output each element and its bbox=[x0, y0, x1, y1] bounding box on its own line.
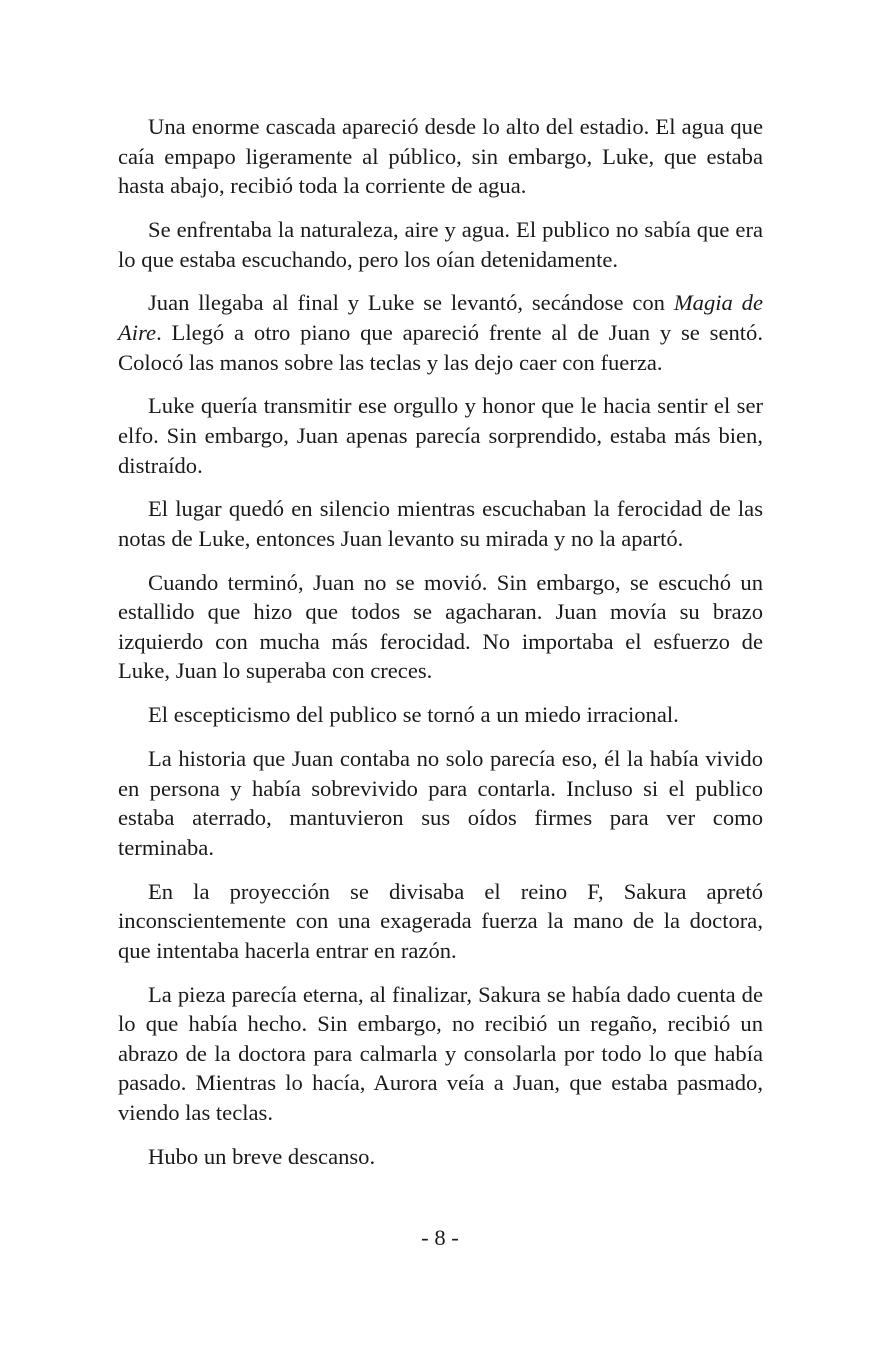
paragraph-7: El escepticismo del publico se tornó a un miedo irracional. bbox=[148, 702, 679, 728]
paragraph-3-italic-term: Magia de Aire bbox=[118, 290, 763, 345]
paragraph-1: Una enorme cascada apareció desde lo alto del estadio. El agua que caía empapo ligeramente al público, sin embargo, Luke, que estaba hasta abajo, recibió toda la corriente de agua. bbox=[118, 114, 763, 199]
paragraph-3-text-start: Juan llegaba al final y Luke se levantó, secándose con bbox=[148, 290, 674, 316]
paragraph-3 bbox=[118, 288, 763, 377]
paragraph-9: En la proyección se divisaba el reino F, Sakura apretó inconscientemente con una exagerada fuerza la mano de la doctora, que intentaba hacerla entrar en razón. bbox=[118, 878, 763, 963]
paragraph-5: El lugar quedó en silencio mientras escuchaban la ferocidad de las notas de Luke, entonces Juan levanto su mirada y no la apartó. bbox=[118, 496, 763, 551]
page-body bbox=[118, 112, 763, 1185]
paragraph-4: Luke quería transmitir ese orgullo y honor que le hacia sentir el ser elfo. Sin embargo, Juan apenas parecía sorprendido, estaba más bien, distraído. bbox=[118, 393, 763, 478]
page-number: - 8 - bbox=[421, 1225, 459, 1250]
paragraph-11: Hubo un breve descanso. bbox=[148, 1143, 376, 1169]
paragraph-10: La pieza parecía eterna, al finalizar, Sakura se había dado cuenta de lo que había hecho. Sin embargo, no recibió un regaño, recibió un abrazo de la doctora para calmarla y consolarla por todo lo que había pasado. Mientras lo hacía, Aurora veía a Juan, que estaba pasmado, viendo las teclas. bbox=[118, 981, 763, 1125]
paragraph-6: Cuando terminó, Juan no se movió. Sin embargo, se escuchó un estallido que hizo que todos se agacharan. Juan movía su brazo izquierdo con mucha más ferocidad. No importaba el esfuerzo de Luke, Juan lo superaba con creces. bbox=[118, 569, 763, 684]
paragraph-2: Se enfrentaba la naturaleza, aire y agua. El publico no sabía que era lo que estaba escuchando, pero los oían detenidamente. bbox=[118, 216, 763, 272]
paragraph-8: La historia que Juan contaba no solo parecía eso, él la había vivido en persona y había sobrevivido para contarla. Incluso si el publico estaba aterrado, mantuvieron sus oídos firmes para ver como terminaba. bbox=[118, 746, 763, 860]
paragraph-3-text-end: . Llegó a otro piano que apareció frente al de Juan y se sentó. Colocó las manos sobre las teclas y las dejo caer con fuerza. bbox=[118, 319, 763, 375]
